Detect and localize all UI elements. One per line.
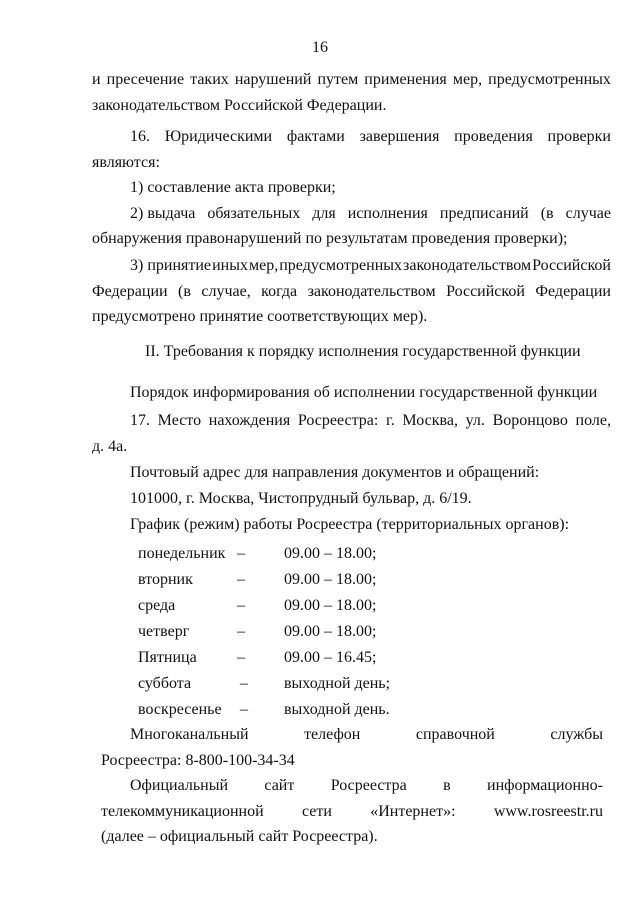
word: в [443,777,451,794]
word: 17. [130,412,150,429]
word: нахождения [208,412,291,429]
schedule-dash: – [240,701,248,718]
word: случае, [201,283,251,300]
word: предусмотренных [488,71,611,88]
schedule-hours: выходной день. [284,701,390,718]
website-line-2 [101,802,603,822]
word: поле, [575,412,611,429]
word: обязательных [207,205,301,222]
section-heading: II. Требования к порядку исполнения государственной функции [145,343,581,360]
subsection-heading: Порядок информирования об исполнении государственной функции [130,384,598,401]
paragraph-17-line-2: д. 4а. [92,438,128,455]
word: когда [261,283,298,300]
paragraph-intro-line-2: законодательством Российской Федерации. [92,97,387,114]
paragraph-16-line-2: являются: [92,154,160,171]
word: Юридическими [164,128,273,145]
word: исполнения [347,205,428,222]
word: для [312,205,336,222]
list-item-3-line-2 [92,282,611,302]
schedule-day: понедельник [138,545,226,562]
schedule-hours: 09.00 – 18.00; [284,597,377,614]
paragraph-intro-line-1 [92,70,611,90]
page-number: 16 [312,39,328,56]
word: применения [364,71,447,88]
website-url: www.rosreestr.ru [493,803,603,820]
word: путем [317,71,359,88]
schedule-hours: 09.00 – 18.00; [284,571,377,588]
word: сайт [264,777,295,794]
schedule-hours: 09.00 – 18.00; [284,545,377,562]
word: телефон [304,726,361,743]
word: Многоканальный [130,726,249,743]
phone-line-2: Росреестра: 8-800-100-34-34 [101,752,295,769]
word: иных [212,257,248,274]
word: предусмотренных [279,257,403,274]
word: Росреестра: [297,412,379,429]
word: 2) выдача [130,205,196,222]
schedule-hours: выходной день; [284,675,391,692]
schedule-day: четверг [138,623,190,640]
paragraph-16-line-1 [130,127,611,147]
schedule-dash: – [237,571,245,588]
schedule-day: воскресенье [138,701,222,718]
schedule-dash: – [237,545,245,562]
schedule-day: суббота [138,675,192,692]
list-item-1: 1) составление акта проверки; [130,179,336,196]
word: случае [565,205,611,222]
word: нарушений [234,71,312,88]
word: и [92,71,101,88]
word: мер, [452,71,483,88]
phone-line-1 [130,725,603,745]
schedule-dash: – [237,597,245,614]
word: сети [301,803,332,820]
word: справочной [415,726,495,743]
schedule-hours: 09.00 – 16.45; [284,649,377,666]
word: Официальный [130,777,229,794]
postal-address-label: Почтовый адрес для направления документов и обращений: [130,464,540,481]
schedule-dash: – [237,649,245,666]
word: Москва, [402,412,458,429]
word: законодательством [307,283,436,300]
word: Место [157,412,202,429]
word: (в [178,283,191,300]
postal-address: 101000, г. Москва, Чистопрудный бульвар, д. 6/19. [130,490,472,507]
schedule-day: вторник [138,571,193,588]
website-line-3: (далее – официальный сайт Росреестра). [101,828,378,845]
word: Воронцово [492,412,568,429]
word: завершения [359,128,440,145]
word: 3) принятие [130,257,212,274]
schedule-hours: 09.00 – 18.00; [284,623,377,640]
list-item-2-line-1 [130,204,611,224]
paragraph-17-line-1 [130,411,611,431]
word: 16. [130,128,150,145]
word: телекоммуникационной [101,803,264,820]
word: пресечение [106,71,185,88]
schedule-dash: – [237,623,245,640]
list-item-3-line-3: предусмотрено принятие соответствующих мер). [92,308,428,325]
word: Российской [532,257,611,274]
word: информационно- [487,777,603,794]
word: Российской [446,283,525,300]
list-item-3-line-1 [130,256,611,276]
word: проверки [547,128,611,145]
word: г. [385,412,395,429]
word: проведения [454,128,533,145]
word: Федерации [92,283,168,300]
word: таких [190,71,229,88]
schedule-dash: – [240,675,248,692]
word: предписаний [439,205,529,222]
word: Росреестра [330,777,407,794]
word: службы [550,726,603,743]
list-item-2-line-2: обнаружения правонарушений по результатам проведения проверки); [92,230,568,247]
schedule-day: среда [138,597,176,614]
schedule-day: Пятница [138,649,197,666]
word: Федерации [535,283,611,300]
word: фактами [286,128,345,145]
schedule-title: График (режим) работы Росреестра (территориальных органов): [130,516,570,533]
word: мер, [248,257,279,274]
word: законодательством [403,257,532,274]
word: «Интернет»: [370,803,456,820]
word: ул. [465,412,485,429]
website-line-1 [130,776,603,796]
word: (в [540,205,554,222]
